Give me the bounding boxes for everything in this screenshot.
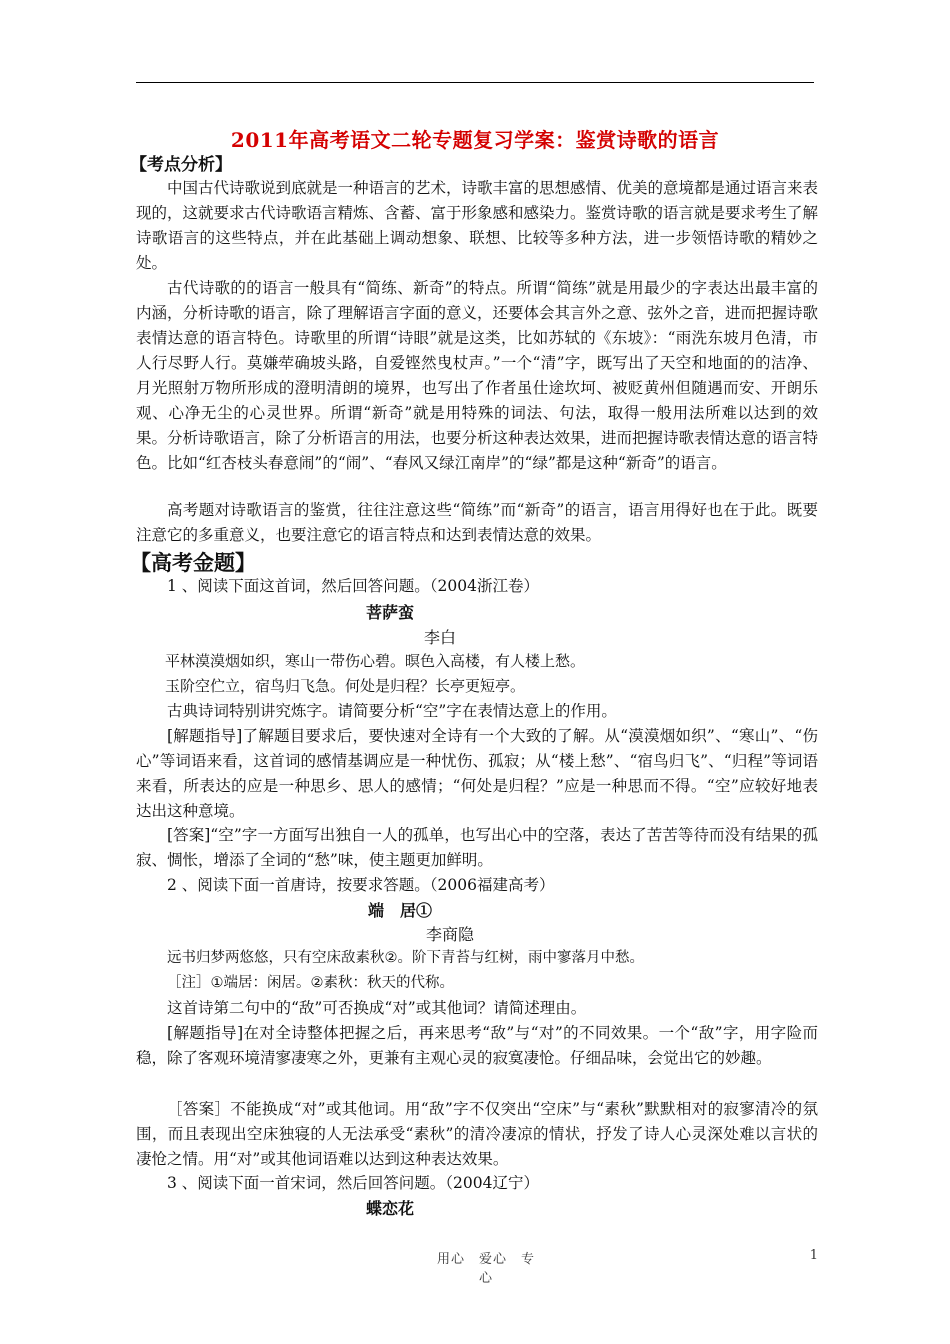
analysis-paragraph-1: 中国古代诗歌说到底就是一种语言的艺术，诗歌丰富的思想感情、优美的意境都是通过语言来表现的，这就要求古代诗歌语言精炼、含蓄、富于形象感和感染力。鉴赏诗歌的语言就是要求考生了解诗歌语言的这些特点，并在此基础上调动想象、联想、比较等多种方法，进一步领悟诗歌的精妙之处。 <box>136 179 819 272</box>
analysis-paragraph-2: 古代诗歌的的语言一般具有“简练、新奇”的特点。所谓“简练”就是用最少的字表达出最丰富的内涵，分析诗歌的语言，除了理解语言字面的意义，还要体会其言外之意、弦外之音，进而把握诗歌表情达意的语言特色。诗歌里的所谓“诗眼”就是这类，比如苏轼的《东坡》：“雨洗东坡月色清，市人行尽野人行。莫嫌荦确坡头路，自爱铿然曳杖声。”一个“清”字，既写出了天空和地面的的洁净、月光照射万物所形成的澄明清朗的境界，也写出了作者虽仕途坎坷、被贬黄州但随遇而安、开朗乐观、心净无尘的心灵世界。所谓“新奇”就是用特殊的词法、句法，取得一般用法所难以达到的效果。分析诗歌语言，除了分析语言的用法，也要分析这种表达效果，进而把握诗歌表情达意的语言特色。比如“红杏枝头春意闹”的“闹”、“春风又绿江南岸”的“绿”都是这种“新奇”的语言。 <box>136 279 819 472</box>
section-heading-exam: 【高考金题】 <box>130 550 256 575</box>
question-2-poem-line: 远书归梦两悠悠，只有空床敌素秋②。阶下青苔与红树，雨中寥落月中愁。 <box>167 950 644 966</box>
question-2-poem-title: 端 居① <box>367 901 432 920</box>
question-1-poem-title: 菩萨蛮 <box>365 603 414 622</box>
question-1-prompt: 1 、阅读下面这首词，然后回答问题。（2004浙江卷） <box>167 577 539 595</box>
page-title: 2011年高考语文二轮专题复习学案：鉴赏诗歌的语言 <box>230 128 720 152</box>
question-2-author: 李商隐 <box>425 925 474 944</box>
question-2-guide: [解题指导]在对全诗整体把握之后，再来思考“敌”与“对”的不同效果。一个“敌”字，用字险而稳，除了客观环境清寥凄寒之外，更兼有主观心灵的寂寞凄怆。仔细品味，会觉出它的妙趣。 <box>136 1024 818 1067</box>
question-3-prompt: 3 、阅读下面一首宋词，然后回答问题。（2004辽宁） <box>167 1174 539 1192</box>
question-1-answer: [答案]“空”字一方面写出独自一人的孤单，也写出心中的空落，表达了苦苦等待而没有结果的孤寂、惆怅，增添了全词的“愁”味，使主题更加鲜明。 <box>136 826 818 869</box>
header-rule <box>136 82 814 83</box>
section-heading-analysis: 【考点分析】 <box>130 155 232 175</box>
question-3-poem-title: 蝶恋花 <box>365 1199 414 1218</box>
question-1-poem-line-2: 玉阶空伫立，宿鸟归飞急。何处是归程？长亭更短亭。 <box>165 677 526 695</box>
analysis-paragraph-3: 高考题对诗歌语言的鉴赏，往往注意这些“简练”而“新奇”的语言，语言用得好也在于此。既要注意它的多重意义，也要注意它的语言特点和达到表情达意的效果。 <box>136 501 818 544</box>
question-2-prompt: 2 、阅读下面一首唐诗，按要求答题。（2006福建高考） <box>167 876 555 894</box>
page-number: 1 <box>809 1248 818 1263</box>
question-2-question: 这首诗第二句中的“敌”可否换成“对”或其他词？请简述理由。 <box>167 999 587 1017</box>
question-2-note: ［注］①端居：闲居。②素秋：秋天的代称。 <box>167 975 454 991</box>
question-1-author: 李白 <box>423 628 456 647</box>
question-1-poem-line-1: 平林漠漠烟如织，寒山一带伤心碧。暝色入高楼，有人楼上愁。 <box>165 652 586 670</box>
question-1-guide: [解题指导]了解题目要求后，要快速对全诗有一个大致的了解。从“漠漠烟如织”、“寒山”、“伤心”等词语来看，这首词的感情基调应是一种忧伤、孤寂；从“楼上愁”、“宿鸟归飞”、“归程”等词语来看，所表达的应是一种思乡、思人的感情；“何处是归程？”应是一种思而不得。“空”应较好地表达出这种意境。 <box>136 727 818 820</box>
question-1-question: 古典诗词特别讲究炼字。请简要分析“空”字在表情达意上的作用。 <box>167 702 617 720</box>
footer-motto: 用心 爱心 专心 <box>436 1252 535 1286</box>
question-2-answer: ［答案］不能换成“对”或其他词。用“敌”字不仅突出“空床”与“素秋”默默相对的寂寥清冷的氛围，而且表现出空床独寝的人无法承受“素秋”的清冷凄凉的情状，抒发了诗人心灵深处难以言状的凄怆之情。用“对”或其他词语难以达到这种表达效果。 <box>136 1100 818 1168</box>
